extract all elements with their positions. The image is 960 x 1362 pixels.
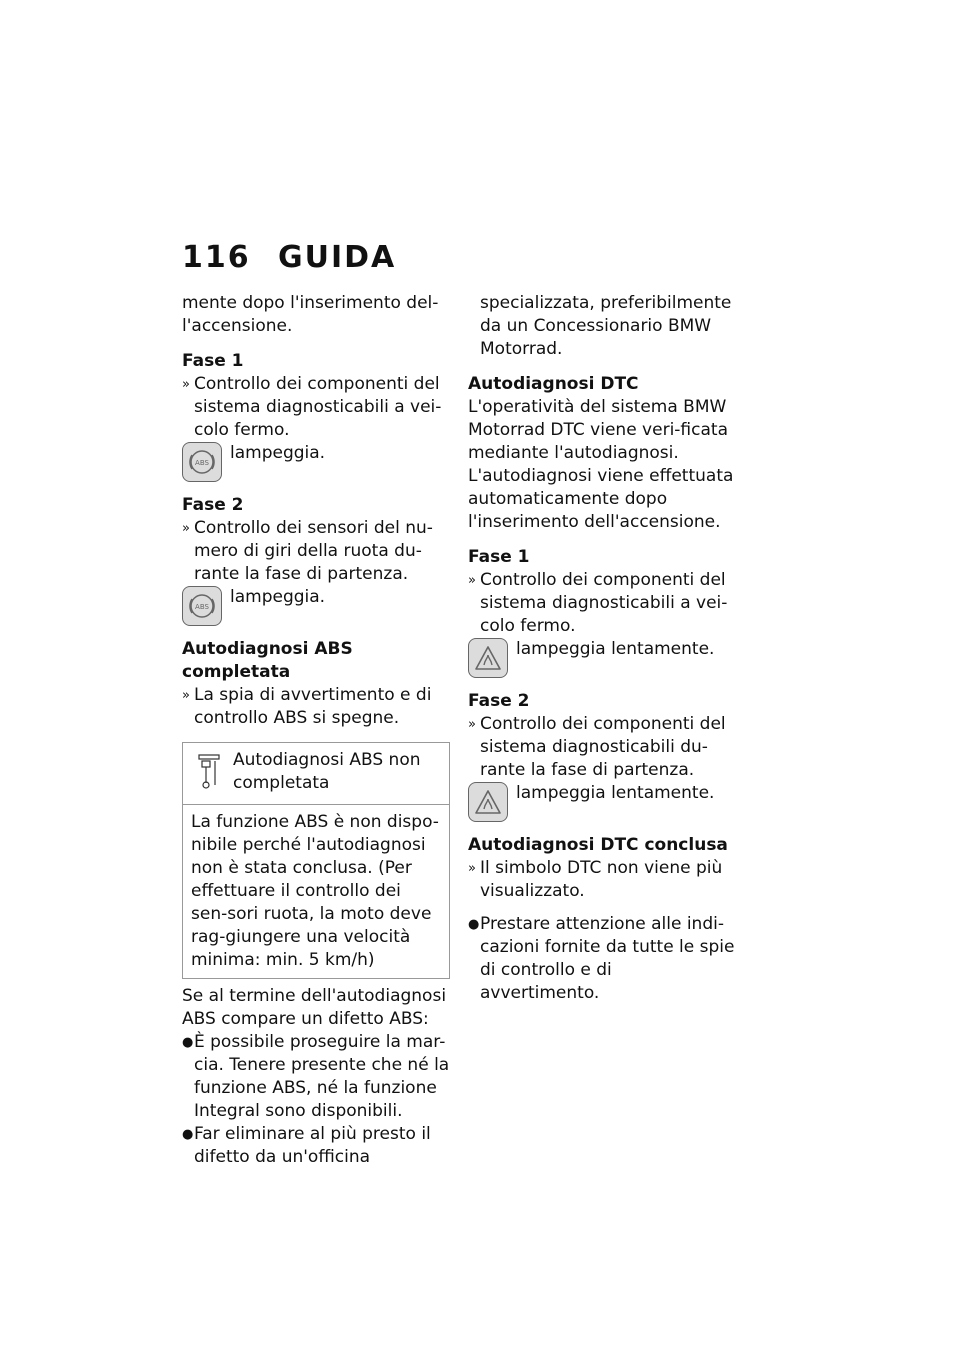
fase1-indicator-text: lampeggia. [230, 443, 326, 463]
bullet-text: Far eliminare al più presto il difetto da un'officina [194, 1124, 431, 1167]
dtc-concluded-step [468, 857, 736, 903]
fault-intro: Se al termine dell'autodiagnosi ABS compare un difetto ABS: [182, 986, 447, 1029]
page-number: 116 [182, 240, 251, 275]
fase2-indicator [182, 586, 450, 626]
dtc-fase1-step [468, 569, 736, 638]
right-column [468, 292, 736, 1005]
step-marker: » [182, 377, 190, 392]
abs-completed-text: La spia di avvertimento e di controllo ABS si spegne. [194, 685, 432, 728]
intro-text: mente dopo l'inserimento del-l'accensione. [182, 293, 439, 336]
fase2-heading: Fase 2 [182, 495, 244, 515]
info-tool-icon [197, 749, 227, 798]
continuation-text: specializzata, preferibilmente da un Concessionario BMW Motorrad. [480, 293, 732, 359]
abs-completed-heading: Autodiagnosi ABS completata [182, 639, 353, 682]
bullet-text: È possibile proseguire la mar-cia. Tenere presente che né la funzione ABS, né la funzione Integral sono disponibili. [194, 1032, 450, 1121]
fase2-step [182, 517, 450, 586]
page-header [182, 240, 396, 275]
dtc-fase2-indicator-text: lampeggia lentamente. [516, 783, 715, 803]
dtc-fase2-step [468, 713, 736, 782]
abs-warning-icon [182, 442, 222, 482]
fase2-indicator-text: lampeggia. [230, 587, 326, 607]
step-marker: » [468, 861, 476, 876]
dtc-concluded-text: Il simbolo DTC non viene più visualizzato. [480, 858, 723, 901]
left-column [182, 292, 450, 1169]
fase1-indicator [182, 442, 450, 482]
callout-title: Autodiagnosi ABS non completata [233, 750, 421, 793]
section-title: GUIDA [278, 240, 397, 275]
step-marker: » [468, 717, 476, 732]
dtc-fase1-indicator [468, 638, 736, 678]
step-marker: » [182, 688, 190, 703]
dtc-warning-icon [468, 638, 508, 678]
bullet-marker: ● [182, 1127, 194, 1142]
dtc-fase2-indicator [468, 782, 736, 822]
bullet-item [182, 1123, 450, 1169]
bullet-item [468, 913, 736, 1005]
dtc-heading: Autodiagnosi DTC [468, 374, 639, 394]
dtc-fase1-heading: Fase 1 [468, 547, 530, 567]
svg-text:ABS: ABS [195, 603, 209, 611]
dtc-fase1-step-text: Controllo dei componenti del sistema diagnosticabili a vei-colo fermo. [480, 570, 728, 636]
callout-header [183, 743, 449, 805]
dtc-body: L'operatività del sistema BMW Motorrad DTC viene veri-ficata mediante l'autodiagnosi. L'autodiagnosi viene effettuata automaticamente dopo l'inserimento dell'accensione. [468, 397, 734, 532]
fase1-heading: Fase 1 [182, 351, 244, 371]
dtc-concluded-heading: Autodiagnosi DTC conclusa [468, 835, 728, 855]
dtc-fase1-indicator-text: lampeggia lentamente. [516, 639, 715, 659]
step-marker: » [182, 521, 190, 536]
svg-text:ABS: ABS [195, 459, 209, 467]
bullet-text: Prestare attenzione alle indi-cazioni fornite da tutte le spie di controllo e di avvertimento. [480, 914, 735, 1003]
abs-completed-step [182, 684, 450, 730]
abs-warning-icon [182, 586, 222, 626]
dtc-fase2-heading: Fase 2 [468, 691, 530, 711]
fase2-step-text: Controllo dei sensori del nu-mero di giri della ruota du-rante la fase di partenza. [194, 518, 433, 584]
bullet-marker: ● [182, 1035, 194, 1050]
step-marker: » [468, 573, 476, 588]
dtc-warning-icon [468, 782, 508, 822]
bullet-item [182, 1031, 450, 1123]
bullet-marker: ● [468, 917, 480, 932]
fase1-step [182, 373, 450, 442]
info-callout [182, 742, 450, 979]
dtc-fase2-step-text: Controllo dei componenti del sistema diagnosticabili du-rante la fase di partenza. [480, 714, 726, 780]
fase1-step-text: Controllo dei componenti del sistema diagnosticabili a vei-colo fermo. [194, 374, 442, 440]
callout-body: La funzione ABS è non dispo-nibile perché l'autodiagnosi non è stata conclusa. (Per effettuare il controllo dei sen-sori ruota, la moto deve rag-giungere una velocità minima: min. 5 km/h) [191, 812, 439, 970]
